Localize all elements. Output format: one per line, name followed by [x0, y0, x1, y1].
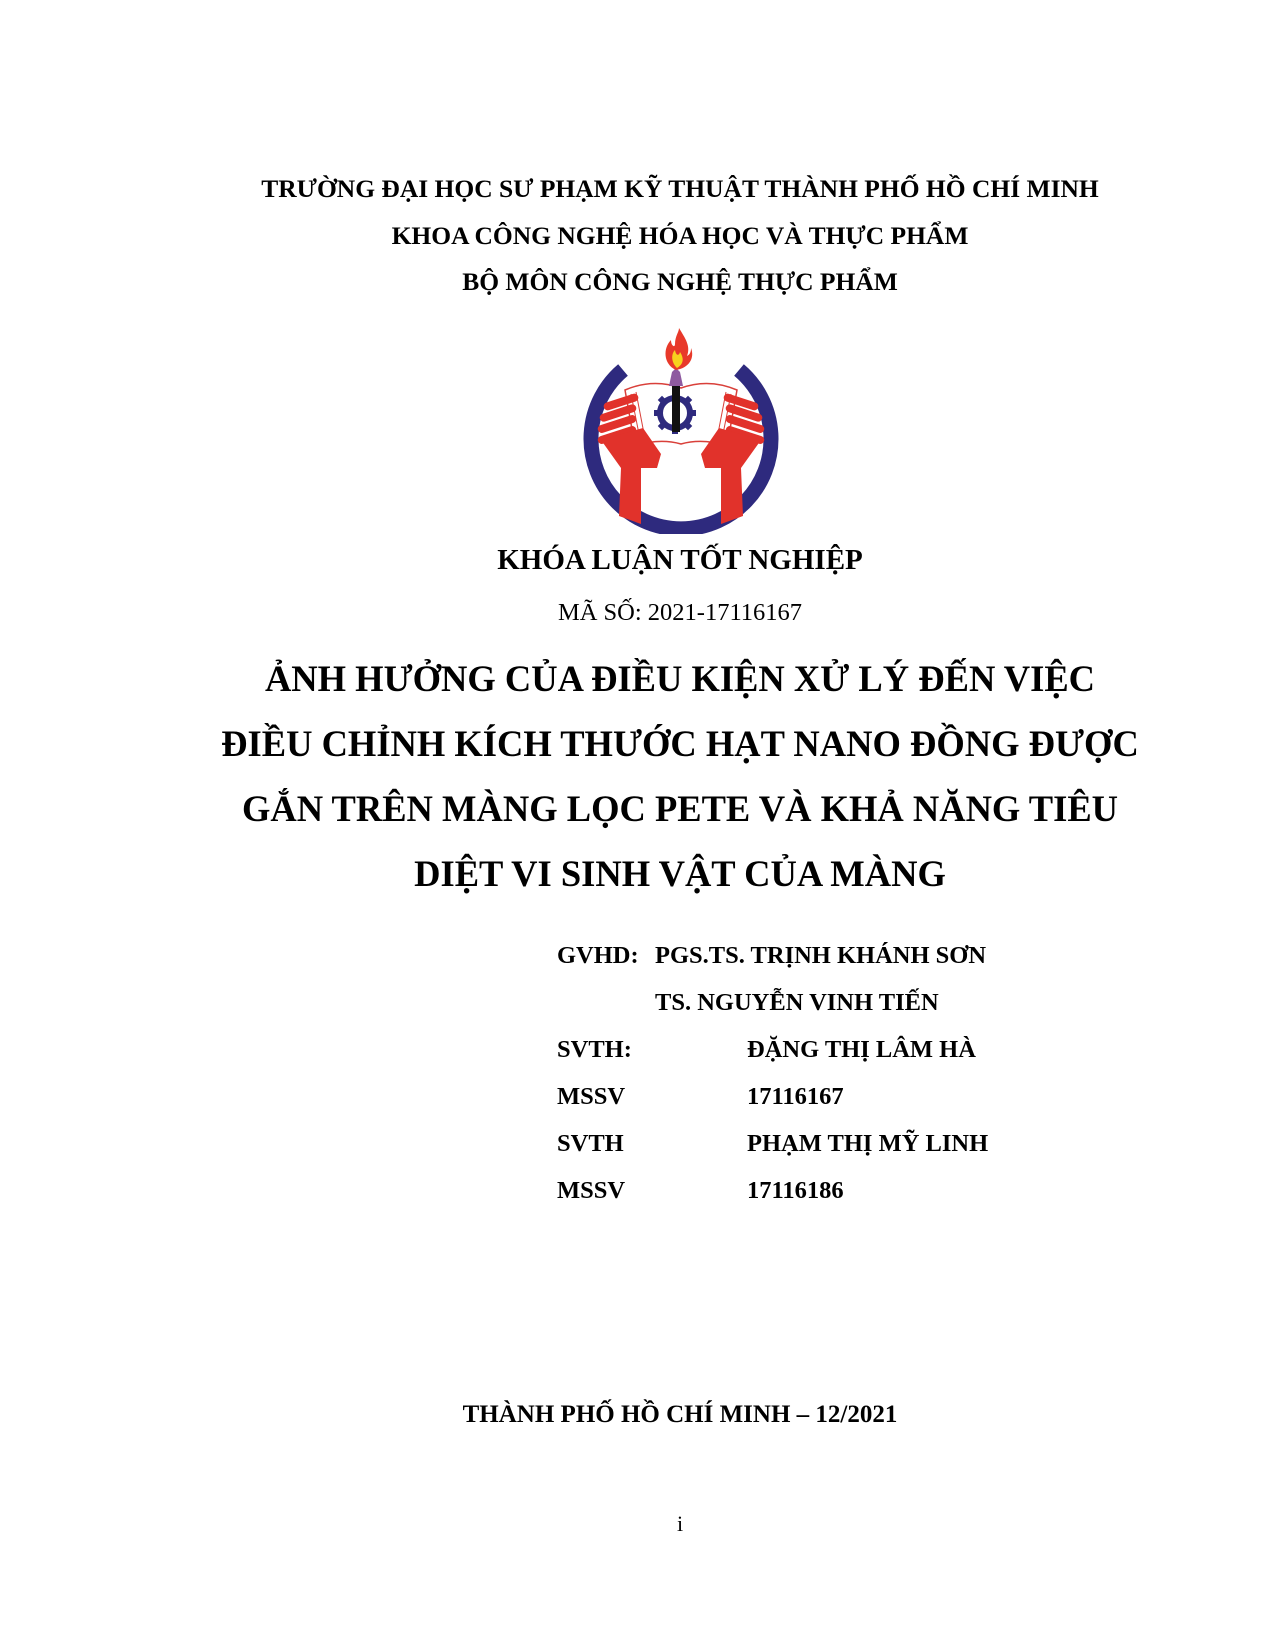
- student-2-name-label: SVTH: [557, 1130, 624, 1157]
- student-1-id-label: MSSV: [557, 1083, 626, 1110]
- advisor-label: GVHD:: [557, 942, 639, 969]
- advisor-primary: PGS.TS. TRỊNH KHÁNH SƠN: [655, 942, 987, 969]
- university-name: TRƯỜNG ĐẠI HỌC SƯ PHẠM KỸ THUẬT THÀNH PHỐ HỒ CHÍ MINH: [261, 174, 1099, 203]
- student-2-id-label: MSSV: [557, 1177, 626, 1204]
- faculty-name: KHOA CÔNG NGHỆ HÓA HỌC VÀ THỰC PHẨM: [391, 221, 969, 250]
- thesis-title-line-1: ẢNH HƯỞNG CỦA ĐIỀU KIỆN XỬ LÝ ĐẾN VIỆC: [264, 658, 1096, 699]
- student-1-name-label: SVTH:: [557, 1036, 632, 1063]
- thesis-title-line-3: GẮN TRÊN MÀNG LỌC PETE VÀ KHẢ NĂNG TIÊU: [241, 788, 1119, 829]
- student-2-id: 17116186: [747, 1177, 844, 1204]
- thesis-type: KHÓA LUẬN TỐT NGHIỆP: [497, 544, 863, 576]
- thesis-title-line-4: DIỆT VI SINH VẬT CỦA MÀNG: [414, 853, 946, 894]
- student-1-id: 17116167: [747, 1083, 844, 1110]
- department-name: BỘ MÔN CÔNG NGHỆ THỰC PHẨM: [462, 267, 898, 296]
- student-1-name: ĐẶNG THỊ LÂM HÀ: [747, 1036, 976, 1063]
- advisor-secondary: TS. NGUYỄN VINH TIẾN: [655, 989, 939, 1016]
- student-2-name: PHẠM THỊ MỸ LINH: [747, 1130, 989, 1157]
- place-date: THÀNH PHỐ HỒ CHÍ MINH – 12/2021: [462, 1401, 898, 1428]
- page-number: i: [676, 1511, 684, 1536]
- thesis-title-line-2: ĐIỀU CHỈNH KÍCH THƯỚC HẠT NANO ĐỒNG ĐƯỢC: [221, 723, 1139, 764]
- university-logo-icon: [583, 328, 779, 534]
- thesis-code: MÃ SỐ: 2021-17116167: [557, 599, 803, 626]
